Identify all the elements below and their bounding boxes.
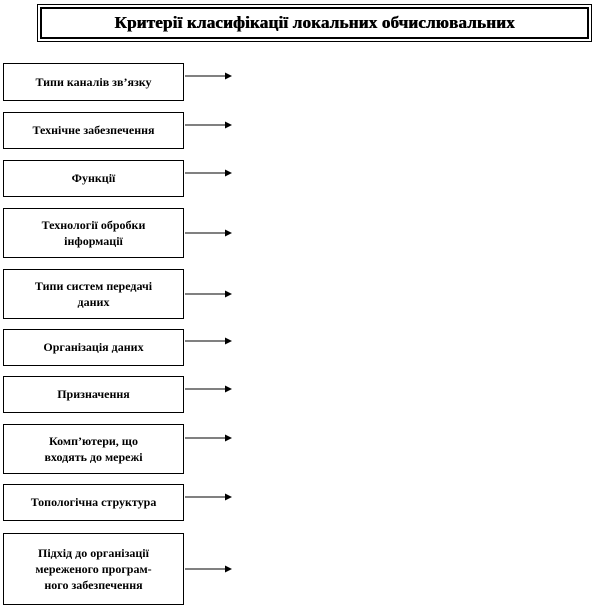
diagram-title: Критерії класифікації локальних обчислювальних bbox=[114, 13, 515, 32]
criterion-label: Призначення bbox=[57, 387, 130, 402]
criterion-label: Функції bbox=[71, 171, 116, 186]
criterion-label: Підхід до організації мереженого програм- ного забезпечення bbox=[35, 545, 152, 593]
criterion-label: Організація даних bbox=[43, 340, 144, 355]
criterion-box-functions bbox=[3, 160, 184, 197]
criterion-box-software-approach bbox=[3, 533, 184, 605]
criterion-label: Типи каналів зв’язку bbox=[35, 74, 152, 89]
arrow-icon bbox=[185, 493, 233, 501]
arrow-icon bbox=[185, 169, 233, 177]
criterion-box-purpose bbox=[3, 376, 184, 413]
criterion-label: Комп’ютери, що входять до мережі bbox=[44, 433, 143, 464]
criterion-label: Топологічна структура bbox=[30, 495, 157, 510]
criterion-label: Технічне забезпечення bbox=[32, 123, 155, 138]
arrow-icon bbox=[185, 72, 233, 80]
arrow-icon bbox=[185, 290, 233, 298]
criterion-box-data-organization bbox=[3, 329, 184, 366]
criterion-box-transmission-systems bbox=[3, 269, 184, 319]
arrow-icon bbox=[185, 229, 233, 237]
arrow-icon bbox=[185, 385, 233, 393]
criterion-box-technical-support bbox=[3, 112, 184, 149]
arrow-icon bbox=[185, 434, 233, 442]
criterion-box-channel-types bbox=[3, 63, 184, 101]
criterion-label: Типи систем передачі даних bbox=[34, 278, 153, 309]
arrow-icon bbox=[185, 565, 233, 573]
arrow-icon bbox=[185, 121, 233, 129]
criterion-box-processing-technologies bbox=[3, 208, 184, 258]
criterion-box-network-computers bbox=[3, 424, 184, 474]
criterion-box-topology bbox=[3, 484, 184, 521]
arrow-icon bbox=[185, 337, 233, 345]
diagram-title-inner-frame bbox=[40, 7, 589, 39]
diagram-title-frame bbox=[37, 4, 592, 42]
criterion-label: Технології обробки інформації bbox=[41, 217, 146, 248]
